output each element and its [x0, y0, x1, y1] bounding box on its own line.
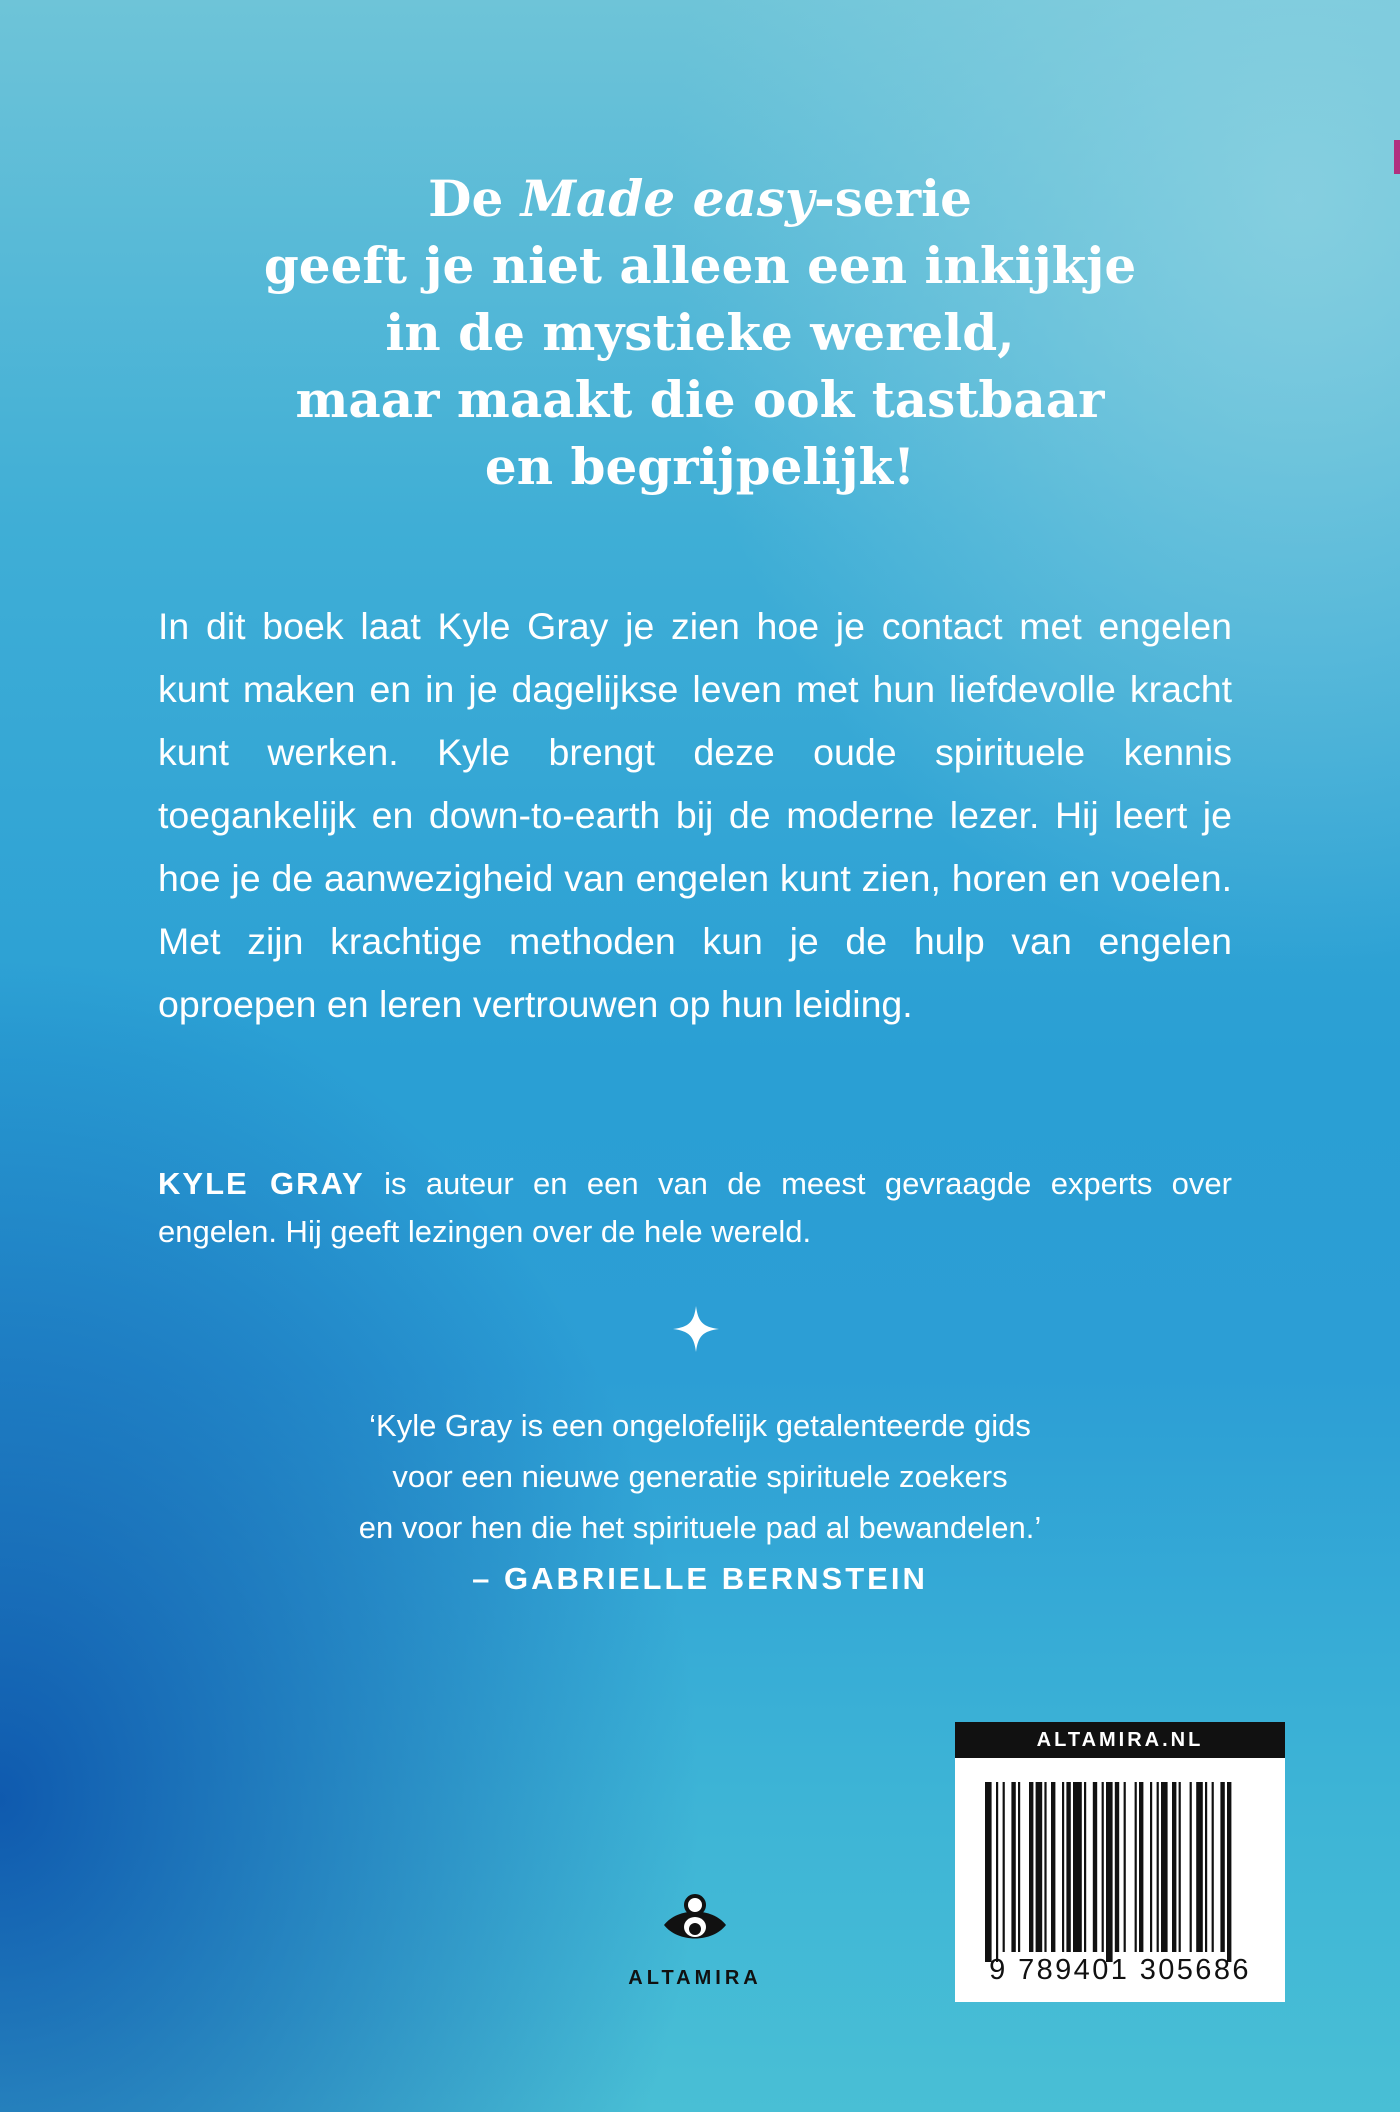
- barcode-panel: [955, 1722, 1285, 2002]
- testimonial-quote: [240, 1400, 1160, 1604]
- sparkle-star-icon: [673, 1306, 719, 1352]
- author-bio: [158, 1160, 1232, 1256]
- isbn-number: 9 789401 305686: [989, 1954, 1251, 1986]
- headline-line-2: geeft je niet alleen een inkijkje: [263, 236, 1137, 295]
- publisher-name: ALTAMIRA: [628, 1967, 762, 1989]
- headline-line-4: maar maakt die ook tastbaar: [295, 370, 1105, 429]
- edge-mark: [1394, 140, 1400, 174]
- quote-line-1: ‘Kyle Gray is een ongelofelijk getalenteerde gids: [369, 1408, 1031, 1443]
- publisher-website: ALTAMIRA.NL: [955, 1722, 1285, 1758]
- headline: [170, 165, 1230, 500]
- headline-line-1: De Made easy-serie: [428, 169, 972, 228]
- publisher-logo: [620, 1885, 770, 1990]
- quote-attribution: – GABRIELLE BERNSTEIN: [472, 1561, 928, 1596]
- series-name: Made easy: [520, 169, 815, 228]
- blurb-paragraph: In dit boek laat Kyle Gray je zien hoe je contact met engelen kunt maken en in je dagelijkse leven met hun liefdevolle kracht kunt werken. Kyle brengt deze oude spirituele kennis toegankelijk en down-to-earth bij de moderne lezer. Hij leert je hoe je de aanwezigheid van engelen kunt zien, horen en voelen. Met zijn krachtige methoden kun je de hulp van engelen oproepen en leren vertrouwen op hun leiding.: [158, 605, 1232, 1025]
- eye-figure-icon: [660, 1885, 730, 1955]
- quote-line-3: en voor hen die het spirituele pad al bewandelen.’: [358, 1510, 1042, 1545]
- headline-line-5: en begrijpelijk!: [484, 437, 916, 496]
- author-bio-text: is auteur en een van de meest gevraagde experts over engelen. Hij geeft lezingen over de hele wereld.: [158, 1166, 1232, 1249]
- headline-line-3: in de mystieke wereld,: [385, 303, 1015, 362]
- barcode-bars: [985, 1782, 1260, 1962]
- author-name: KYLE GRAY: [158, 1166, 365, 1201]
- quote-line-2: voor een nieuwe generatie spirituele zoekers: [392, 1459, 1008, 1494]
